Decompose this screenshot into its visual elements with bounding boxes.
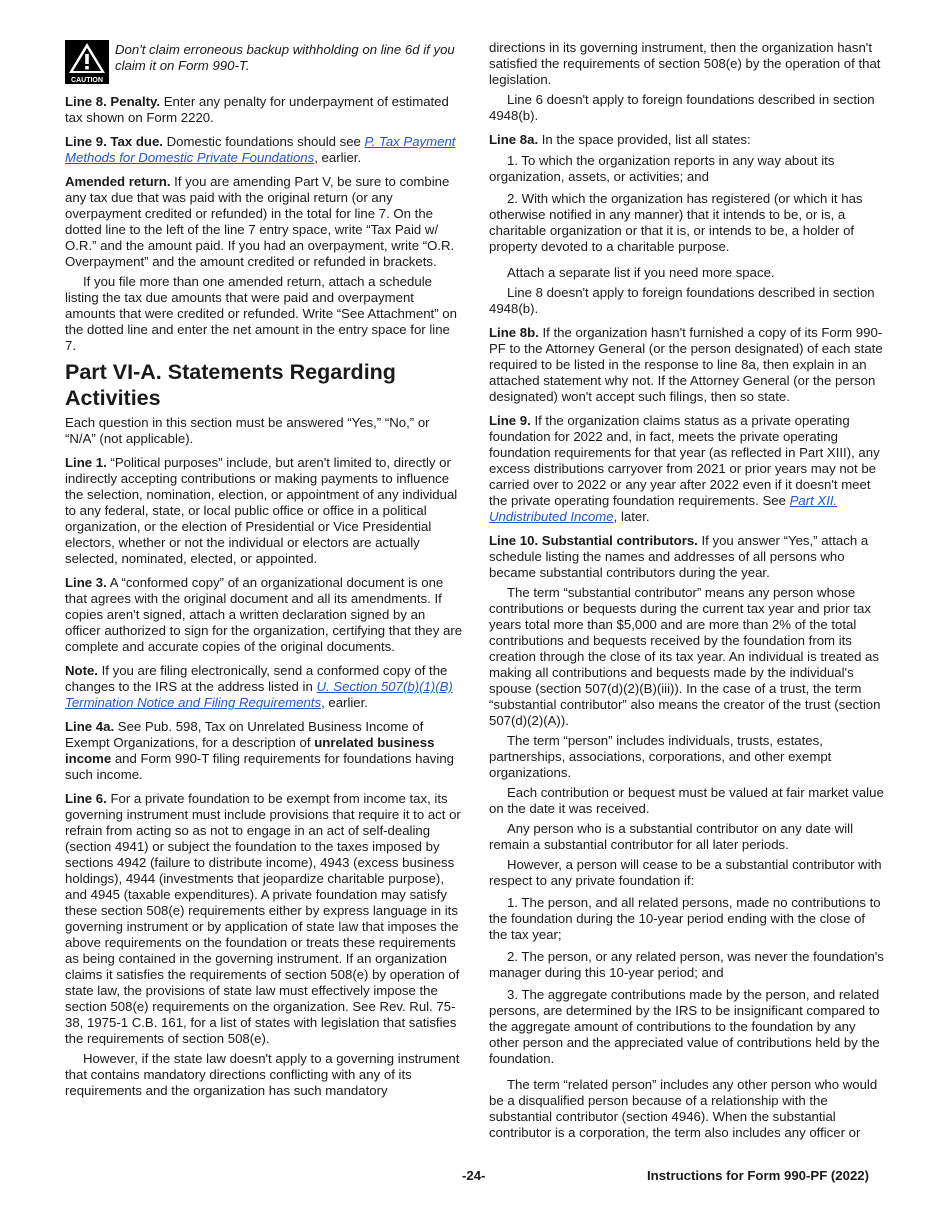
line-8-penalty: Line 8. Penalty. Enter any penalty for underpayment of estimated tax shown on Form 2220. (65, 94, 449, 125)
link-termination-notice[interactable]: U. Section 507(b)(1)(B) Termination Notice and Filing Requirements (65, 679, 453, 710)
link-undistributed-income[interactable]: Part XII. Undistributed Income (489, 493, 838, 524)
caution-box (65, 40, 463, 84)
amended-return-para-2: If you file more than one amended return, attach a schedule listing the tax due amounts that were paid and overpayment amounts that were credited or refunded. Write “See Attachment” on the dotted line and enter the net amount in the entry space for line 7. (65, 274, 457, 353)
link-tax-payment-methods[interactable]: P. Tax Payment Methods for Domestic Private Foundations (65, 134, 456, 165)
line-10-para-3: Each contribution or bequest must be valued at fair market value on the date it was received. (489, 785, 884, 816)
line-8-foreign: Line 8 doesn't apply to foreign foundations described in section 4948(b). (489, 285, 875, 316)
caution-label: CAUTION (71, 77, 103, 84)
line-3: Line 3. A “conformed copy” of an organizational document is one that agrees with the original document and all its amendments. If copies aren't signed, attach a written declaration signed by an officer authorized to sign for the organization, certifying that they are complete and accurate copies of the original documents. (65, 575, 463, 654)
footer-form-title: Instructions for Form 990-PF (2022) (647, 1168, 870, 1183)
section-heading: Part VI-A. Statements Regarding Activities (65, 360, 396, 410)
line-6: Line 6. For a private foundation to be exempt from income tax, its governing instrument must include provisions that require it to act or refrain from acting so as not to engage in an act of self-dealing (section 4941) or subject the foundation to the taxes imposed by sections 4942 (failure to distribute income), 4943 (excess business holdings), 4944 (investments that jeopardize charitable purpose), and 4945 (taxable expenditures). A private foundation may satisfy these section 508(e) requirements either by express language in its governing instrument or by application of state law that imposes the above requirements on the foundation or treats these requirements as being contained in the governing instrument. If an organization claims it satisfies the requirements of section 508(e) by operation of state law, the provisions of state law must effectively impose the section 508(e) requirements on the organization. See Rev. Rul. 75-38, 1975-1 C.B. 161, for a list of states with legislation that satisfies the requirements of section 508(e). (65, 791, 461, 1046)
line-10-para-6: The term “related person” includes any other person who would be a disqualified person because of a relationship with the substantial contributor (section 4946). When the substantial contributor is a corporation, the term also includes any officer or (489, 1077, 878, 1140)
page-number: -24- (462, 1168, 486, 1183)
line-10-para-4: Any person who is a substantial contributor on any date will remain a substantial contributor for all later periods. (489, 821, 853, 852)
line-8b: Line 8b. If the organization hasn't furnished a copy of its Form 990-PF to the Attorney General (or the person designated) of each state required to be listed in the response to line 8a, then explain in an attached statement why not. If the Attorney General (or the person designated) won't accept such filings, then so state. (489, 325, 883, 404)
line-10-para-2: The term “person” includes individuals, trusts, estates, partnerships, associations, corporations, and other exempt organizations. (489, 733, 832, 780)
caution-warning-icon (65, 40, 109, 84)
line-9-tax-due: Line 9. Tax due. Domestic foundations should see P. Tax Payment Methods for Domestic Private Foundations, earlier. (65, 134, 456, 165)
line-10-item-3: 3. The aggregate contributions made by the person, and related persons, are determined by the IRS to be insignificant compared to the aggregate amount of contributions to the foundation by any other person and the appreciated value of contributions held by the foundation. (489, 987, 880, 1066)
line-8a-attach: Attach a separate list if you need more space. (507, 265, 775, 280)
line-4a: Line 4a. See Pub. 598, Tax on Unrelated Business Income of Exempt Organizations, for a description of unrelated business income and Form 990-T filing requirements for foundations having such income. (65, 719, 454, 782)
line-10-item-1: 1. The person, and all related persons, made no contributions to the foundation during the 10-year period ending with the close of the tax year; (489, 895, 881, 942)
amended-return: Amended return. If you are amending Part V, be sure to combine any tax due that was paid with the original return (or any overpayment credited or refunded) in the total for line 7. On the dotted line to the left of the line 7 entry space, write “Tax Paid w/ O.R.” and the amount paid. If you had an overpayment, write “O.R. Overpayment” and the amount credited or refunded in brackets. (65, 174, 455, 269)
line-8a-item-2: 2. With which the organization has registered (or which it has otherwise notified in any manner) that it intends to be, or is, a charitable organization or that it is, or intends to be, a holder of property devoted to a charitable purpose. (489, 191, 863, 254)
line-9-operating: Line 9. If the organization claims status as a private operating foundation for 2022 and, in fact, meets the private operating foundation requirements for that year (as reflected in Part XIII), any excess distributions carryover from 2021 or prior years may not be carried over to 2022 or any year after 2022 even if it doesn't meet the private operating foundation requirements. See Part XII. Undistributed Income, later. (489, 413, 880, 524)
note: Note. If you are filing electronically, send a conformed copy of the changes to the IRS at the address listed in U. Section 507(b)(1)(B) Termination Notice and Filing Requirements, earlier. (65, 663, 453, 710)
line-10: Line 10. Substantial contributors. If you answer “Yes,” attach a schedule listing the names and addresses of all persons who became substantial contributors during the year. (489, 533, 869, 580)
line-10-para-5: However, a person will cease to be a substantial contributor with respect to any private foundation if: (489, 857, 882, 888)
caution-text: Don't claim erroneous backup withholding on line 6d if you claim it on Form 990-T. (115, 42, 455, 73)
line-10-para-1: The term “substantial contributor” means any person whose contributions or bequests during the current tax year and prior tax years total more than $5,000 and are more than 2% of the total contributions and bequests received by the foundation from its creation through the close of its tax year. An individual is treated as making all contributions and bequests made by the individual's spouse (section 507(d)(2)(B)(iii)). In the case of a trust, the term “substantial contributor” also means the creator of the trust (section 507(d)(2)(A)). (489, 585, 881, 728)
line-6-para-2: However, if the state law doesn't apply to a governing instrument that contains mandatory directions conflicting with any of its requirements and the organization has such mandatory (65, 1051, 460, 1098)
line-8a-item-1: 1. To which the organization reports in any way about its organization, assets, or activities; and (489, 153, 835, 184)
line-8a: Line 8a. In the space provided, list all states: (489, 132, 751, 147)
right-column (489, 40, 887, 1145)
line-6-continued: directions in its governing instrument, then the organization hasn't satisfied the requirements of section 508(e) by the operation of that legislation. (489, 40, 881, 87)
line-6-foreign: Line 6 doesn't apply to foreign foundations described in section 4948(b). (489, 92, 875, 123)
left-column (65, 40, 463, 1103)
line-1: Line 1. “Political purposes” include, but aren't limited to, directly or indirectly accepting contributions or making payments to influence the selection, nomination, election, or appointment of any individual to any federal, state, or local public office or office in a political organization, or the election of Presidential or Vice Presidential electors, whether or not the individual or electors are actually selected, nominated, elected, or appointed. (65, 455, 458, 566)
line-10-item-2: 2. The person, or any related person, was never the foundation's manager during this 10-year period; and (489, 949, 884, 980)
section-intro: Each question in this section must be answered “Yes,” “No,” or “N/A” (not applicable). (65, 415, 430, 446)
